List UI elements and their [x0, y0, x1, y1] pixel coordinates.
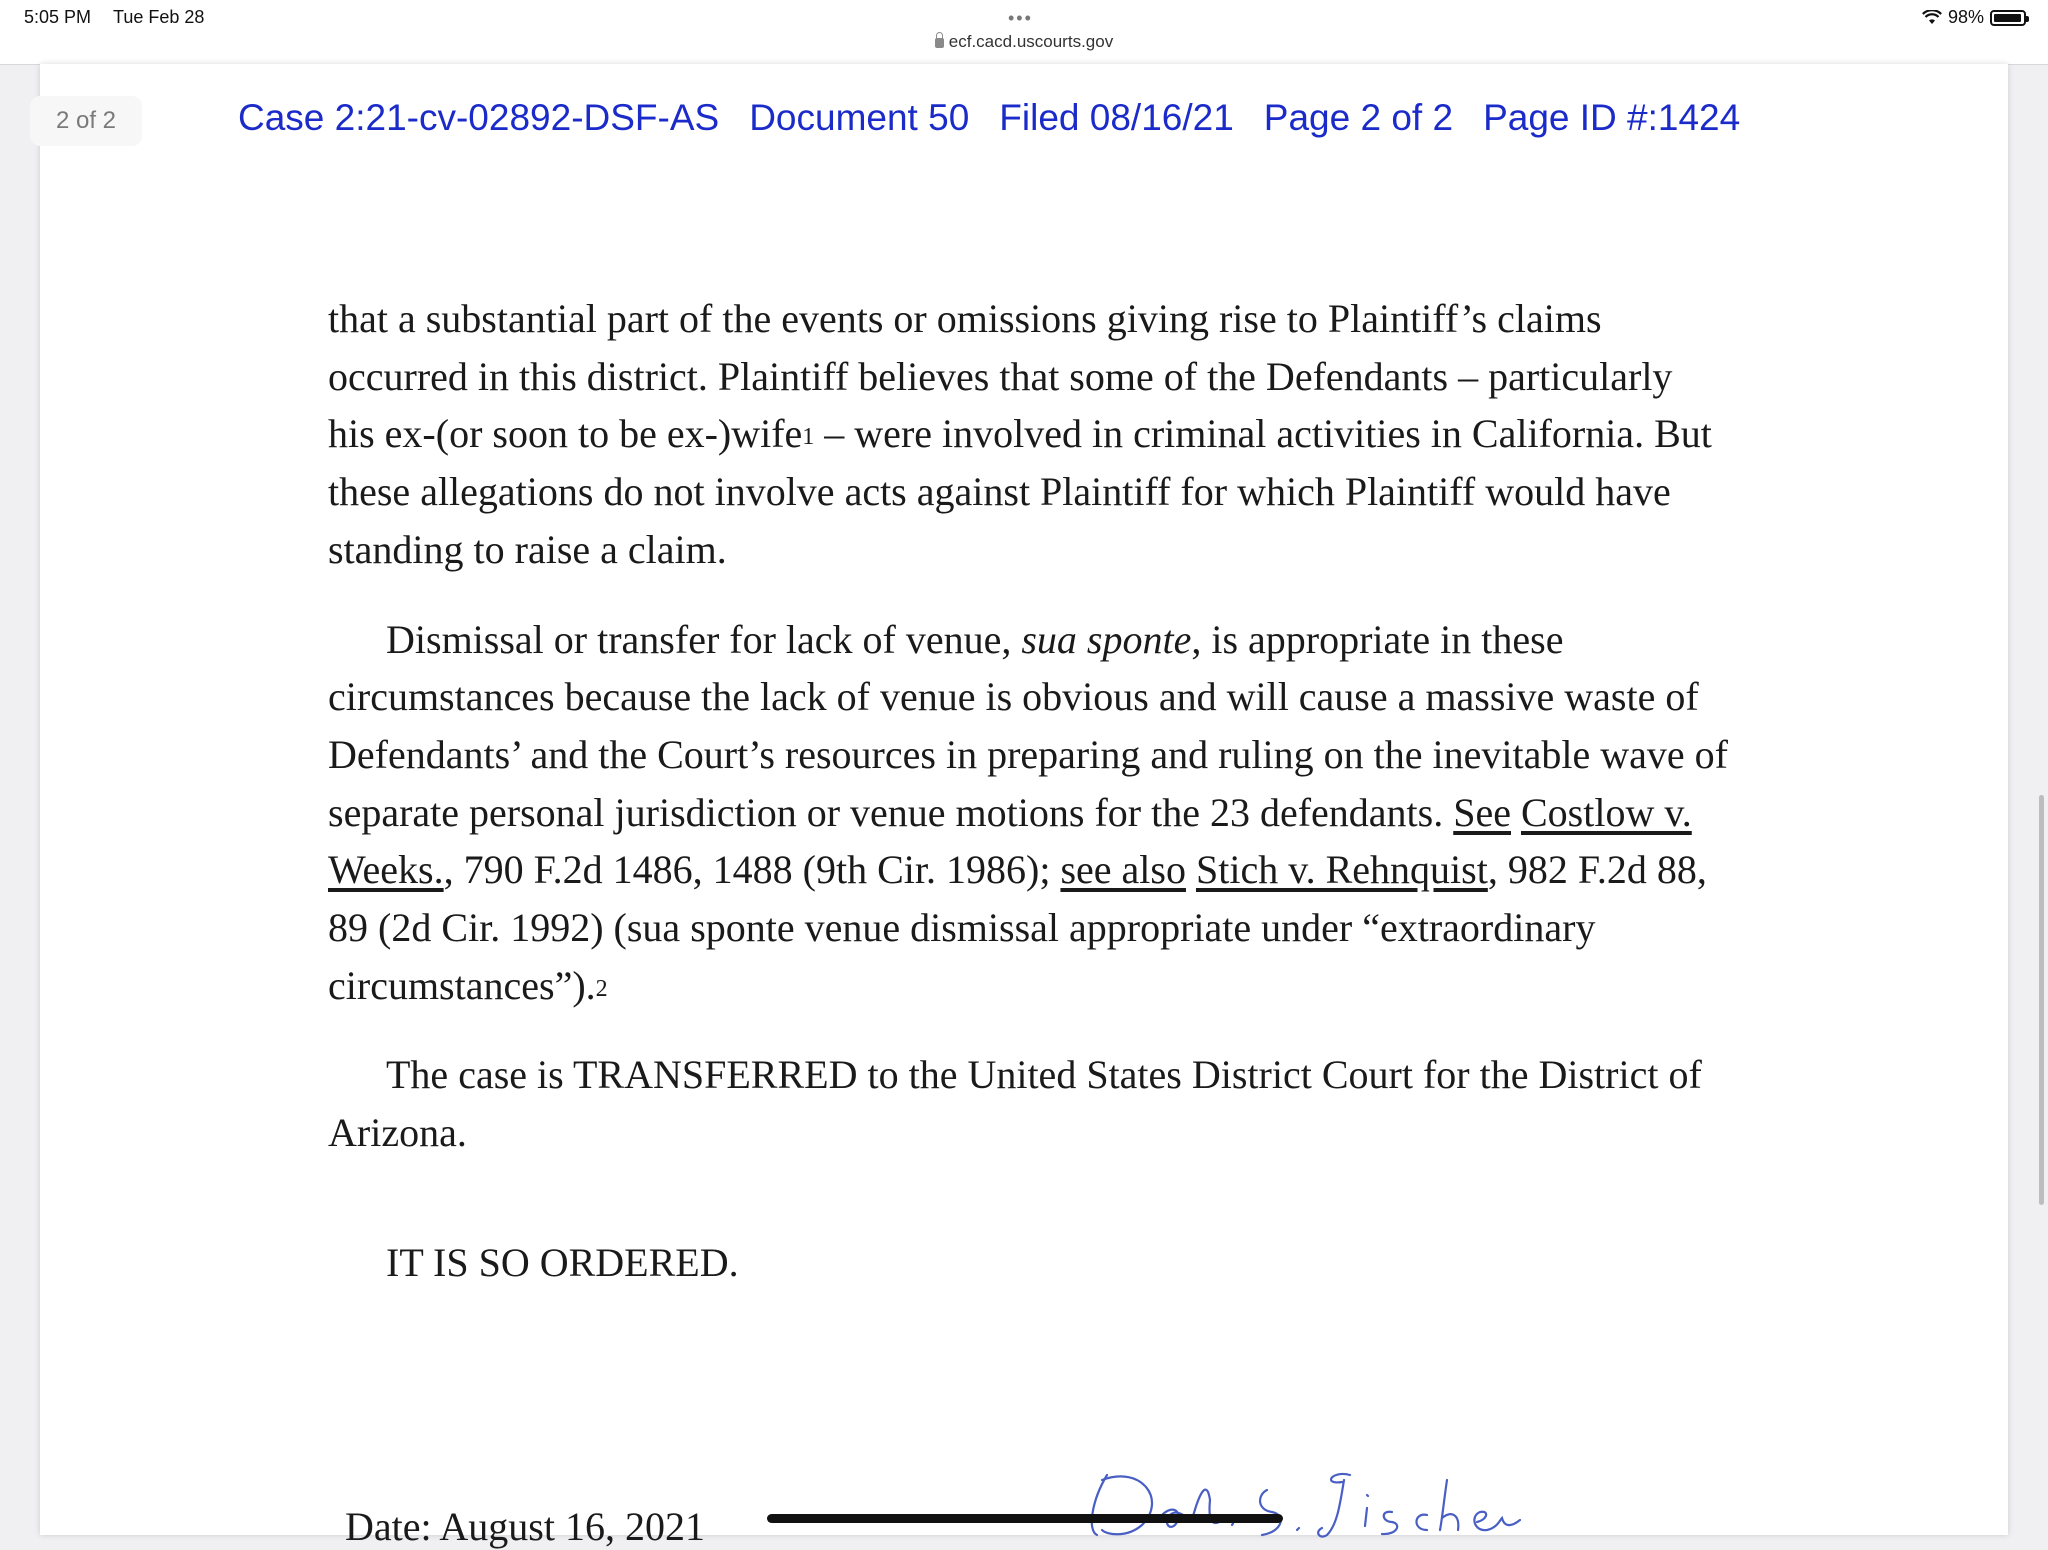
url-bar[interactable] — [0, 32, 2048, 52]
paragraph-1-tail: – were involved in criminal activities in California. But these allegations do not involve acts against Plaintiff for which Plaintiff would have standing to raise a claim. — [328, 411, 1712, 572]
footnote-2-ref: 2 — [595, 975, 608, 1002]
date-line: Date: August 16, 2021 — [345, 1504, 705, 1549]
battery-fill — [1994, 14, 2021, 22]
paragraph-3: The case is TRANSFERRED to the United States District Court for the District of Arizona. — [328, 1052, 1702, 1156]
judge-signature — [1082, 1460, 1542, 1540]
status-bar — [0, 0, 2048, 65]
header-case-number: Case 2:21-cv-02892-DSF-AS — [238, 97, 720, 138]
home-indicator[interactable] — [767, 1514, 1283, 1523]
scrollbar[interactable] — [2039, 795, 2044, 1205]
paragraph-1 — [328, 290, 1728, 579]
url-text: ecf.cacd.uscourts.gov — [948, 32, 1114, 51]
battery-icon — [1990, 10, 2026, 26]
paragraph-1-text: that a substantial part of the events or omissions giving rise to Plaintiff’s claims occurred in this district. Plaintiff believes that some of the Defendants – particularly his ex-(or soon to be ex-)wife — [328, 296, 1673, 457]
paragraph-2-text-b: , is appropriate in these circumstances because the lack of venue is obvious and will cause a massive waste of Defendants’ and the Court’s resources in preparing and ruling on the inevitable wave of separate personal jurisdiction or venue motions for the 23 defendants. — [328, 616, 1728, 835]
paragraph-2-text-d: , 982 F.2d 88, 89 (2d Cir. 1992) (sua sponte venue dismissal appropriate under “extraordinary circumstances”). — [328, 847, 1707, 1008]
document-header — [238, 97, 1770, 139]
page-indicator: 2 of 2 — [30, 96, 142, 146]
paragraph-2-text-c: , 790 F.2d 1486, 1488 (9th Cir. 1986); — [443, 847, 1061, 893]
order-statement: IT IS SO ORDERED. — [386, 1239, 739, 1285]
status-date: Tue Feb 28 — [113, 7, 205, 27]
document-body — [328, 290, 1728, 1292]
footnote-1-ref: 1 — [802, 424, 815, 451]
header-filed: Filed 08/16/21 — [999, 97, 1234, 138]
citation-stich: Stich v. Rehnquist — [1195, 847, 1488, 893]
paragraph-2-italic: sua sponte — [1021, 616, 1192, 662]
battery-percent: 98% — [1947, 7, 1984, 27]
wifi-icon — [1922, 10, 1942, 25]
header-page-id: Page ID #:1424 — [1483, 97, 1741, 138]
header-page: Page 2 of 2 — [1263, 97, 1454, 138]
citation-costlow: Costlow v. Weeks. — [328, 789, 1692, 893]
paragraph-2-text-a: Dismissal or transfer for lack of venue, — [386, 616, 1022, 662]
paragraph-2 — [328, 611, 1728, 1015]
citation-see-also: see also — [1060, 847, 1186, 893]
lock-icon — [935, 38, 944, 48]
multitasking-dots[interactable]: ••• — [1008, 8, 1033, 28]
header-document: Document 50 — [749, 97, 970, 138]
status-time: 5:05 PM — [24, 7, 92, 27]
citation-see: See — [1453, 789, 1511, 835]
status-right — [1922, 7, 2026, 28]
